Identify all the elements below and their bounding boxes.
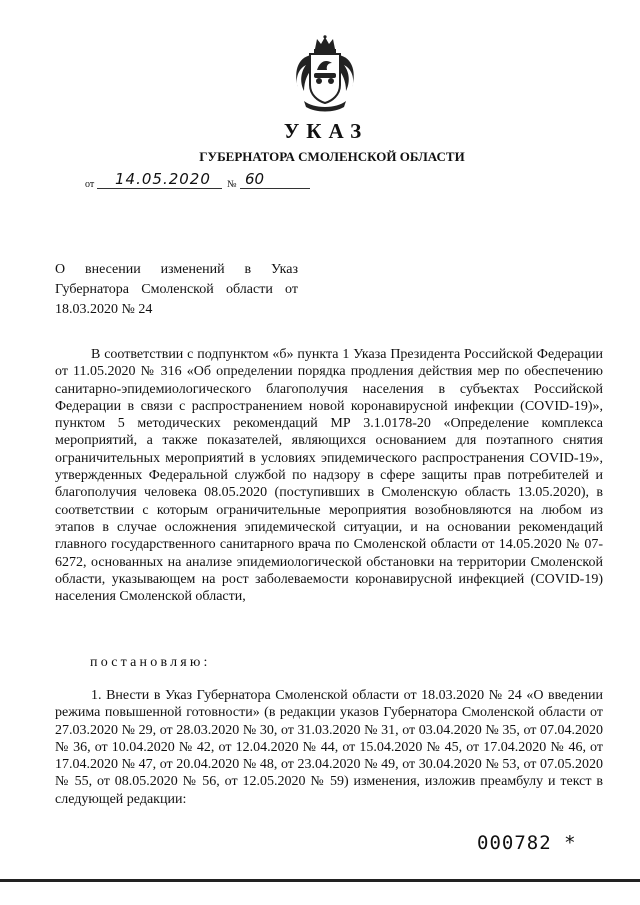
preamble-paragraph: В соответствии с подпунктом «б» пункта 1 Указа Президента Российской Федерации от 11.05.2020 № 316 «Об определении порядка продления действия мер по обеспечению санитарно-эпидемиологического благополучия населения в субъектах Российской Федерации в связи с распространением новой коронавирусной инфекции (COVID-19)», пунктом 5 методических рекомендаций МР 3.1.0178-20 «Определение комплекса мероприятий, а также показателей, являющихся основанием для поэтапного снятия ограничительных мероприятий в условиях эпидемического распространения COVID-19», утвержденных Федеральной службой по надзору в сфере защиты прав потребителей и благополучия человека 08.05.2020 (поступивших в Смоленскую область 13.05.2020), в соответствии с которым ограничительные мероприятия возобновляются на любом из этапов в случае осложнения эпидемической ситуации, и на основании рекомендаций главного государственного санитарного врача по Смоленской области от 14.05.2020 № 07-6272, основанных на анализе эпидемиологической обстановки на территории Смоленской области, указывающем на рост заболеваемости коронавирусной инфекцией (COVID-19) населения Смоленской области, — [55, 347, 603, 605]
date-prefix: от — [85, 179, 95, 190]
decree-word: постановляю: — [90, 655, 211, 670]
date-line — [85, 172, 325, 194]
document-subtitle: ГУБЕРНАТОРА СМОЛЕНСКОЙ ОБЛАСТИ — [199, 149, 465, 164]
document-date: 14.05.2020 — [115, 170, 211, 188]
document-title: УКАЗ — [283, 119, 369, 143]
bottom-rule — [0, 879, 640, 882]
serial-number: 000782 * — [477, 832, 577, 854]
number-underline — [240, 188, 310, 189]
coat-of-arms-emblem — [290, 35, 360, 113]
number-label: № — [227, 179, 237, 190]
document-subject: О внесении изменений в Указ Губернатора Смоленской области от 18.03.2020 № 24 — [55, 262, 298, 317]
document-number: 60 — [245, 170, 265, 188]
point-1-paragraph: 1. Внести в Указ Губернатора Смоленской области от 18.03.2020 № 24 «О введении режима повышенной готовности» (в редакции указов Губернатора Смоленской области от 27.03.2020 № 29, от 28.03.2020 № 30, от 31.03.2020 № 31, от 03.04.2020 № 35, от 07.04.2020 № 36, от 10.04.2020 № 42, от 12.04.2020 № 44, от 15.04.2020 № 45, от 17.04.2020 № 46, от 17.04.2020 № 47, от 20.04.2020 № 48, от 23.04.2020 № 49, от 30.04.2020 № 53, от 07.05.2020 № 55, от 08.05.2020 № 56, от 12.05.2020 № 59) изменения, изложив преамбулу и текст в следующей редакции: — [55, 688, 603, 807]
date-underline — [97, 188, 222, 189]
